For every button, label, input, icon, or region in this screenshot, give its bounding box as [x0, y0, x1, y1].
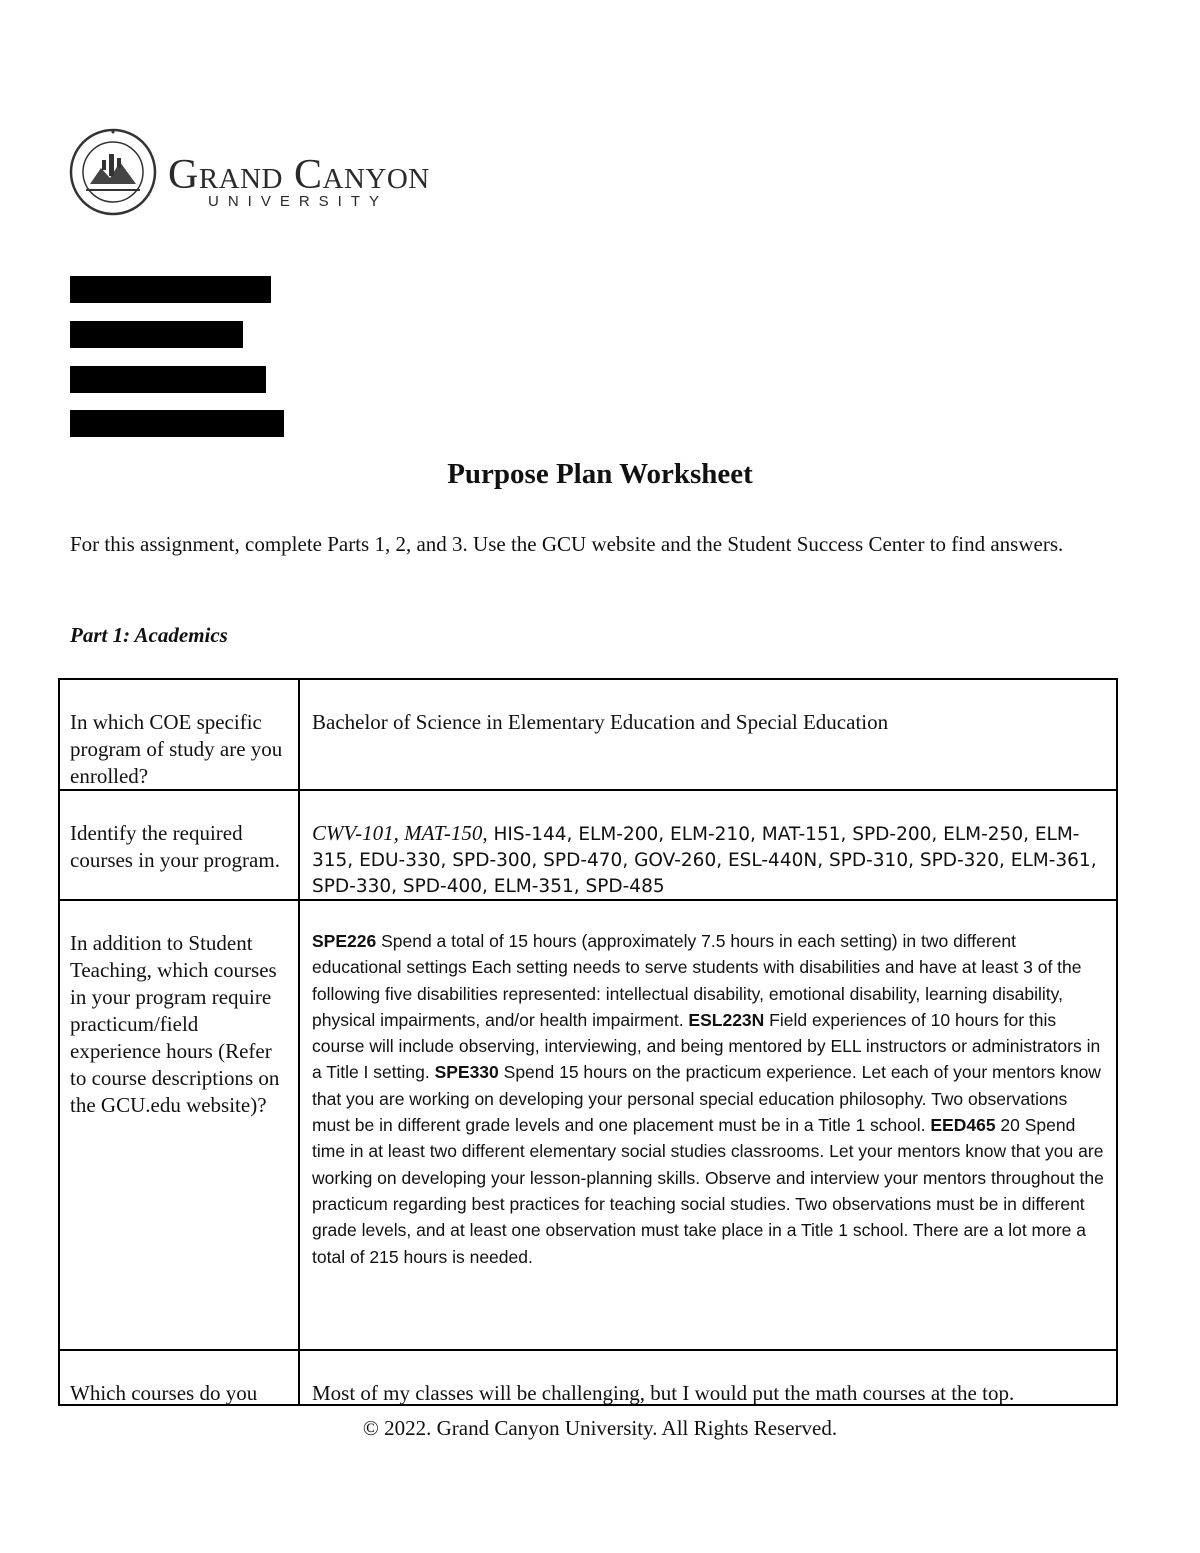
- redacted-line-2: [70, 321, 243, 348]
- redacted-line-4: [70, 410, 284, 437]
- part1-heading: Part 1: Academics: [70, 623, 228, 647]
- copyright-footer: © 2022. Grand Canyon University. All Rights Reserved.: [362, 1416, 838, 1440]
- gcu-logo: [68, 128, 478, 216]
- table-row: [60, 901, 1116, 1351]
- course-description: 20 Spend time in at least two different elementary social studies classrooms. Let your mentors know that you are working on developing your lesson-planning skills. Observe and interview your mentors throughout the practicum regarding best practices for teaching social studies. Two observations must be in different grade levels, and at least one observation must take place in a Title 1 school. There are a lot more a total of 215 hours is needed.: [312, 1115, 1104, 1267]
- table-row: [60, 791, 1116, 901]
- course-description: Field experiences of 10 hours for this course will include observing, interviewing, and being mentored by ELL instructors or administrators in a Title I setting.: [312, 1009, 1101, 1083]
- redacted-line-3: [70, 366, 266, 393]
- answer-italic-courses: CWV-101, MAT-150,: [312, 821, 488, 845]
- answer-cell: Bachelor of Science in Elementary Education and Special Education: [312, 710, 889, 734]
- course-description: Spend 15 hours on the practicum experience. Let each of your mentors know that you are working on developing your personal special education philosophy. Two observations must be in different grade levels and one placement must be in a Title 1 school.: [312, 1062, 1101, 1136]
- intro-paragraph: For this assignment, complete Parts 1, 2, and 3. Use the GCU website and the Student Success Center to find answers.: [70, 532, 1064, 556]
- course-description: Spend a total of 15 hours (approximately 7.5 hours in each setting) in two different educational settings Each setting needs to serve students with disabilities and have at least 3 of the following five disabilities represented: intellectual disability, emotional disability, learning disability, physical impairments, and/or health impairment.: [312, 931, 1082, 1030]
- academics-table: [58, 678, 1118, 1406]
- course-code: SPE330: [434, 1062, 499, 1083]
- table-row: [60, 680, 1116, 791]
- question-cell: Identify the required courses in your program.: [60, 791, 300, 899]
- answer-courses: HIS-144, ELM-200, ELM-210, MAT-151, SPD-200, ELM-250, ELM-315, EDU-330, SPD-300, SPD-470, GOV-260, ESL-440N, SPD-310, SPD-320, ELM-361, SPD-330, SPD-400, ELM-351, SPD-485: [312, 824, 1097, 897]
- answer-cell: Most of my classes will be challenging, but I would put the math courses at the top.: [312, 1381, 1015, 1405]
- logo-subtitle: UNIVERSITY: [208, 193, 389, 210]
- page-title: Purpose Plan Worksheet: [447, 458, 753, 490]
- course-code: ESL223N: [688, 1009, 765, 1030]
- question-cell: Which courses do you: [60, 1351, 300, 1406]
- logo-wordmark: Grand Canyon: [168, 152, 430, 198]
- redacted-line-1: [70, 276, 271, 303]
- table-row: [60, 1351, 1116, 1406]
- question-cell: In which COE specific program of study are you enrolled?: [60, 680, 300, 789]
- university-seal-icon: [68, 128, 160, 216]
- answer-cell: [300, 901, 1116, 1349]
- question-cell: In addition to Student Teaching, which courses in your program require practicum/field experience hours (Refer to course descriptions on the GCU.edu website)?: [60, 901, 300, 1349]
- answer-cell: [300, 791, 1116, 899]
- course-code: SPE226: [312, 931, 377, 951]
- course-code: EED465: [930, 1115, 996, 1136]
